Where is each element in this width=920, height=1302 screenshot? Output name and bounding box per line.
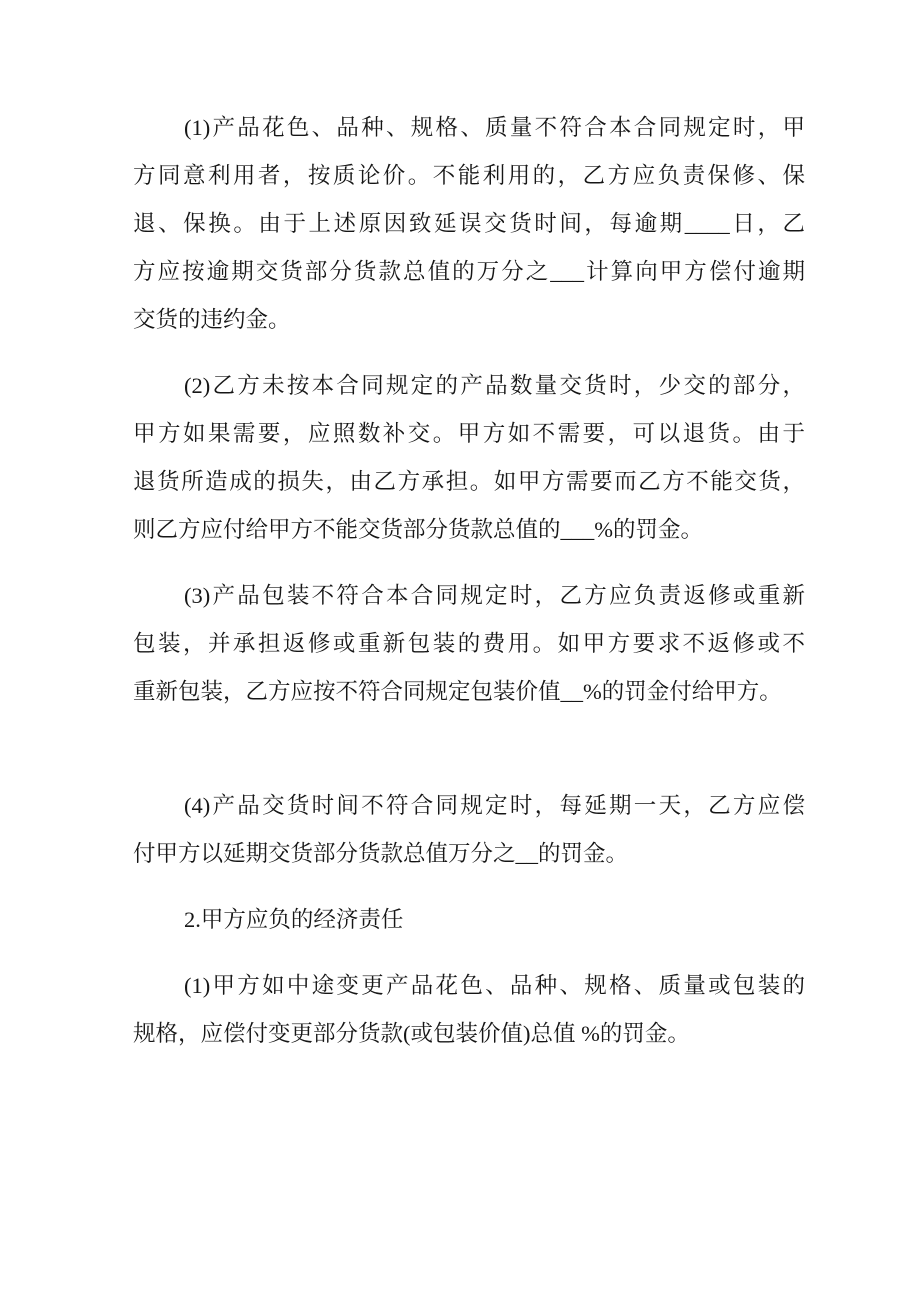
paragraph-clause-seller-liability-4 xyxy=(133,782,805,878)
text-line: 重新包装，乙方应按不符合同规定包装价值__%的罚金付给甲方。 xyxy=(133,679,782,704)
document-body xyxy=(133,104,805,1058)
paragraph-heading-buyer-liability xyxy=(133,896,805,944)
text-line: 方同意利用者，按质论价。不能利用的，乙方应负责保修、保 xyxy=(133,163,805,188)
text-line: 则乙方应付给甲方不能交货部分货款总值的___%的罚金。 xyxy=(133,517,703,542)
text-line: 退、保换。由于上述原因致延误交货时间，每逾期____日，乙 xyxy=(133,211,805,236)
text-line: 包装，并承担返修或重新包装的费用。如甲方要求不返修或不 xyxy=(133,631,805,656)
text-line: 方应按逾期交货部分货款总值的万分之___计算向甲方偿付逾期 xyxy=(133,259,805,284)
text-line: 2.甲方应负的经济责任 xyxy=(184,907,404,932)
paragraph-clause-buyer-liability-1 xyxy=(133,962,805,1058)
text-line: (1)产品花色、品种、规格、质量不符合本合同规定时，甲 xyxy=(184,115,805,140)
text-line: (3)产品包装不符合本合同规定时，乙方应负责返修或重新 xyxy=(184,583,805,608)
text-line: 甲方如果需要，应照数补交。甲方如不需要，可以退货。由于 xyxy=(133,421,805,446)
text-line: 交货的违约金。 xyxy=(133,307,291,332)
text-line: 规格，应偿付变更部分货款(或包装价值)总值 %的罚金。 xyxy=(133,1021,690,1046)
text-line: (1)甲方如中途变更产品花色、品种、规格、质量或包装的 xyxy=(184,973,805,998)
paragraph-clause-seller-liability-1 xyxy=(133,104,805,344)
text-line: (4)产品交货时间不符合同规定时，每延期一天，乙方应偿 xyxy=(184,793,805,818)
text-line: 付甲方以延期交货部分货款总值万分之__的罚金。 xyxy=(133,841,629,866)
paragraph-clause-seller-liability-3 xyxy=(133,572,805,716)
paragraph-clause-seller-liability-2 xyxy=(133,362,805,554)
text-line: 退货所造成的损失，由乙方承担。如甲方需要而乙方不能交货， xyxy=(133,469,805,494)
text-line: (2)乙方未按本合同规定的产品数量交货时，少交的部分， xyxy=(184,373,805,398)
